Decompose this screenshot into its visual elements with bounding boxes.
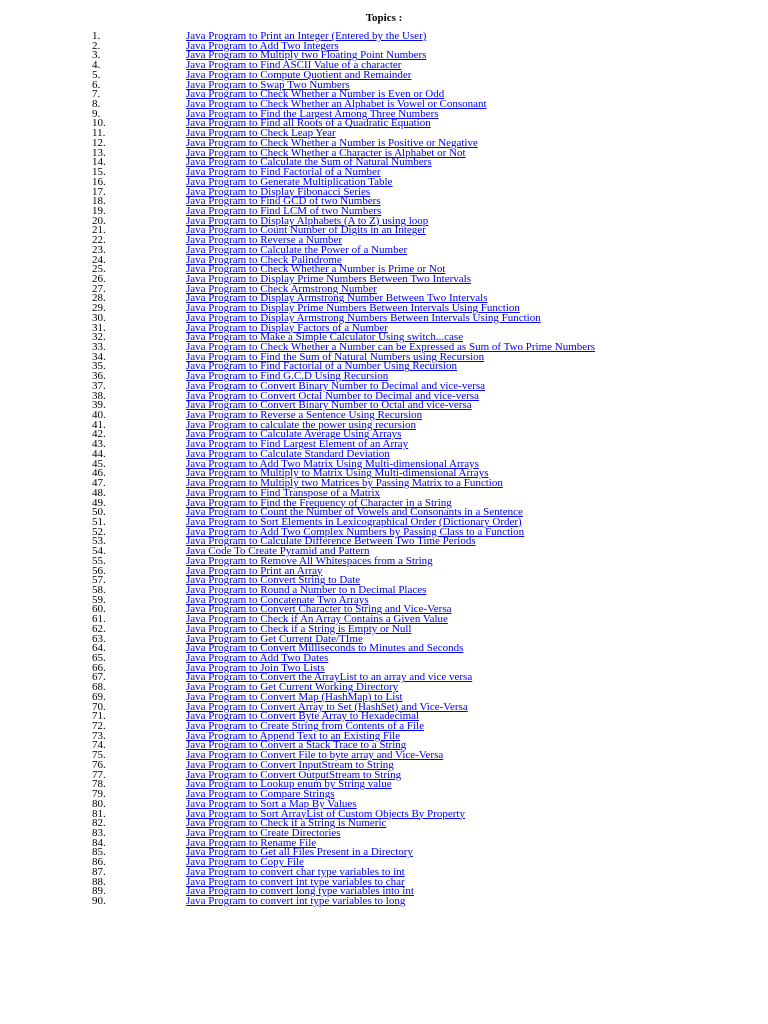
topic-link[interactable]: Java Program to Sort ArrayList of Custom Objects By Property xyxy=(186,807,465,820)
topic-link[interactable]: Java Program to Convert InputStream to String xyxy=(186,758,394,771)
topic-link[interactable]: Java Program to Round a Number to n Decimal Places xyxy=(186,583,427,596)
item-number: 63. xyxy=(92,632,106,645)
topic-link[interactable]: Java Program to Multiply two Matrices by Passing Matrix to a Function xyxy=(186,477,503,490)
topic-link[interactable]: Java Program to Convert Byte Array to Hexadecimal xyxy=(186,710,420,723)
topic-link[interactable]: Java Program to Check Whether a Number is Prime or Not xyxy=(186,263,446,276)
topic-link[interactable]: Java Program to Find the Frequency of Character in a String xyxy=(186,496,452,509)
topic-link[interactable]: Java Program to calculate the power using recursion xyxy=(186,418,417,431)
topic-link[interactable]: Java Program to Compare Strings xyxy=(186,788,335,801)
list-item xyxy=(0,197,768,207)
item-number: 47. xyxy=(92,477,106,490)
item-number: 78. xyxy=(92,778,106,791)
item-number: 52. xyxy=(92,525,106,538)
list-item xyxy=(0,158,768,168)
topic-link[interactable]: Java Program to Join Two Lists xyxy=(186,661,325,674)
topic-link[interactable]: Java Program to Copy File xyxy=(186,856,304,869)
item-number: 8. xyxy=(92,98,101,111)
topic-link[interactable]: Java Program to Generate Multiplication Table xyxy=(186,175,393,188)
topic-link[interactable]: Java Program to Check Whether a Number is Even or Odd xyxy=(186,88,445,101)
item-number: 21. xyxy=(92,224,106,237)
topic-link[interactable]: Java Program to convert int type variables to char xyxy=(186,875,405,888)
topic-link[interactable]: Java Program to Check Whether a Number can be Expressed as Sum of Two Prime Numbers xyxy=(186,341,596,353)
topic-link[interactable]: Java Program to convert char type variables to int xyxy=(186,865,405,878)
topic-link[interactable]: Java Program to Remove All Whitespaces from a String xyxy=(186,554,433,567)
item-number: 18. xyxy=(92,195,106,208)
topic-link[interactable]: Java Program to Compute Quotient and Remainder xyxy=(186,68,412,81)
item-number: 17. xyxy=(92,185,106,198)
topic-link[interactable]: Java Program to Display Prime Numbers Between Two Intervals xyxy=(186,272,471,285)
topic-link[interactable]: Java Program to Convert Binary Number to Decimal and vice-versa xyxy=(186,379,486,392)
list-item xyxy=(0,564,768,577)
item-number: 43. xyxy=(92,438,106,451)
topic-link[interactable]: Java Program to Add Two Matrix Using Multi-dimensional Arrays xyxy=(186,457,479,470)
item-number: 46. xyxy=(92,467,106,480)
item-number: 15. xyxy=(92,166,106,179)
topic-link[interactable]: Java Program to Find Transpose of a Matrix xyxy=(186,486,381,499)
item-number: 33. xyxy=(92,341,106,353)
list-item xyxy=(0,583,768,596)
item-number: 40. xyxy=(92,409,106,422)
list-item xyxy=(0,826,768,839)
topic-link[interactable]: Java Program to Convert Binary Number to Octal and vice-versa xyxy=(186,399,472,412)
topic-link[interactable]: Java Program to Reverse a Number xyxy=(186,234,343,247)
list-item xyxy=(0,537,768,547)
topic-link[interactable]: Java Program to Create String from Contents of a File xyxy=(186,720,424,733)
topic-link[interactable]: Java Program to Concatenate Two Arrays xyxy=(186,593,369,606)
topic-link[interactable]: Java Program to Count the Number of Vowels and Consonants in a Sentence xyxy=(186,506,523,519)
topic-link[interactable]: Java Program to Display Armstrong Numbers Between Intervals Using Function xyxy=(186,311,541,324)
topic-link[interactable]: Java Program to Count Number of Digits in an Integer xyxy=(186,224,426,237)
topic-link[interactable]: Java Program to Calculate Average Using Arrays xyxy=(186,428,402,441)
item-number: 11. xyxy=(92,127,106,140)
list-item xyxy=(0,654,768,664)
item-number: 60. xyxy=(92,603,106,616)
list-item xyxy=(0,272,768,285)
item-number: 75. xyxy=(92,749,106,762)
topic-link[interactable]: Java Program to Calculate Standard Deviation xyxy=(186,447,390,460)
item-number: 4. xyxy=(92,59,101,72)
item-number: 58. xyxy=(92,583,106,596)
item-number: 67. xyxy=(92,671,106,684)
item-number: 41. xyxy=(92,418,106,431)
topic-link[interactable]: Java Program to Print an Array xyxy=(186,564,323,577)
item-number: 24. xyxy=(92,253,106,266)
topic-link[interactable]: Java Program to Add Two Dates xyxy=(186,652,329,664)
item-number: 36. xyxy=(92,370,106,383)
page-title: Topics : xyxy=(365,12,403,24)
item-number: 39. xyxy=(92,399,106,412)
item-number: 30. xyxy=(92,311,106,324)
item-number: 66. xyxy=(92,661,106,674)
list-item xyxy=(0,119,768,129)
item-number: 1. xyxy=(92,30,101,42)
list-item xyxy=(0,68,768,81)
topic-link[interactable]: Java Program to Convert File to byte array and Vice-Versa xyxy=(186,749,444,762)
list-item xyxy=(0,554,768,567)
topic-link[interactable]: Java Program to Calculate the Power of a Number xyxy=(186,243,408,256)
item-number: 81. xyxy=(92,807,106,820)
item-number: 35. xyxy=(92,360,106,373)
item-number: 10. xyxy=(92,117,106,130)
topic-link[interactable]: Java Program to Find Largest Element of an Array xyxy=(186,438,409,451)
topic-link[interactable]: Java Program to Multiply two Floating Point Numbers xyxy=(186,49,427,62)
topic-link[interactable]: Java Program to Get all Files Present in a Directory xyxy=(186,846,413,859)
topic-link[interactable]: Java Program to Append Text to an Existing File xyxy=(186,729,401,742)
item-number: 42. xyxy=(92,428,106,441)
topic-link[interactable]: Java Program to Swap Two Numbers xyxy=(186,78,350,91)
topic-link[interactable]: Java Program to Calculate Difference Between Two Time Periods xyxy=(186,535,476,548)
item-number: 56. xyxy=(92,564,106,577)
topic-link[interactable]: Java Program to Check if a String is Empty or Null xyxy=(186,622,412,635)
topic-link[interactable]: Java Program to Add Two Integers xyxy=(186,39,339,52)
item-number: 62. xyxy=(92,622,106,635)
topic-link[interactable]: Java Program to Check Armstrong Number xyxy=(186,282,377,295)
item-number: 16. xyxy=(92,175,106,188)
item-number: 7. xyxy=(92,88,101,101)
item-number: 48. xyxy=(92,486,106,499)
item-number: 74. xyxy=(92,739,106,752)
topic-list xyxy=(0,32,768,907)
item-number: 73. xyxy=(92,729,106,742)
list-item xyxy=(0,622,768,635)
item-number: 54. xyxy=(92,545,106,558)
item-number: 69. xyxy=(92,690,106,703)
list-item xyxy=(0,848,768,858)
topic-link[interactable]: Java Program to Check Palindrome xyxy=(186,253,342,266)
item-number: 70. xyxy=(92,700,106,713)
topic-link[interactable]: Java Program to Check if An Array Contains a Given Value xyxy=(186,613,448,626)
topic-link[interactable]: Java Program to Check Whether an Alphabet is Vowel or Consonant xyxy=(186,98,487,111)
item-number: 61. xyxy=(92,613,106,626)
topic-link[interactable]: Java Program to Find LCM of two Numbers xyxy=(186,204,382,217)
topic-link[interactable]: Java Program to Find all Roots of a Quadratic Equation xyxy=(186,117,431,130)
topic-link[interactable]: Java Program to Check Whether a Number is Positive or Negative xyxy=(186,136,478,149)
topic-link[interactable]: Java Program to Find Factorial of a Number xyxy=(186,166,381,179)
list-item xyxy=(0,479,768,489)
item-number: 51. xyxy=(92,515,106,528)
topic-link[interactable]: Java Program to convert int type variables to long xyxy=(186,894,406,907)
item-number: 65. xyxy=(92,652,106,664)
item-number: 83. xyxy=(92,826,106,839)
item-number: 86. xyxy=(92,856,106,869)
topic-link[interactable]: Java Program to Convert Milliseconds to Minutes and Seconds xyxy=(186,642,464,655)
item-number: 50. xyxy=(92,506,106,519)
item-number: 34. xyxy=(92,350,106,363)
topic-link[interactable]: Java Program to Convert Array to Set (HashSet) and Vice-Versa xyxy=(186,700,468,713)
item-number: 13. xyxy=(92,146,106,159)
item-number: 38. xyxy=(92,389,106,402)
item-number: 19. xyxy=(92,204,106,217)
item-number: 88. xyxy=(92,875,106,888)
list-item xyxy=(0,894,768,907)
list-item xyxy=(0,32,768,42)
item-number: 80. xyxy=(92,797,106,810)
item-number: 64. xyxy=(92,642,106,655)
item-number: 23. xyxy=(92,243,106,256)
item-number: 57. xyxy=(92,574,106,587)
topic-link[interactable]: Java Program to Find Factorial of a Number Using Recursion xyxy=(186,360,457,373)
topic-link[interactable]: Java Program to Convert a Stack Trace to a String xyxy=(186,739,407,752)
topic-link[interactable]: Java Program to Convert String to Date xyxy=(186,574,361,587)
list-item xyxy=(0,790,768,800)
topic-link[interactable]: Java Program to Display Fibonacci Series xyxy=(186,185,371,198)
topic-link[interactable]: Java Program to Multiply to Matrix Using Multi-dimensional Arrays xyxy=(186,467,489,480)
item-number: 25. xyxy=(92,263,106,276)
item-number: 3. xyxy=(92,49,101,62)
list-item xyxy=(0,819,768,829)
item-number: 82. xyxy=(92,817,106,830)
item-number: 72. xyxy=(92,720,106,733)
topic-link[interactable]: Java Program to Check if a String is Numeric xyxy=(186,817,387,830)
item-number: 76. xyxy=(92,758,106,771)
topic-link[interactable]: Java Program to Lookup enum by String value xyxy=(186,778,392,791)
item-number: 22. xyxy=(92,234,106,247)
item-number: 2. xyxy=(92,39,101,52)
topic-link[interactable]: Java Program to Sort a Map By Values xyxy=(186,797,357,810)
item-number: 37. xyxy=(92,379,106,392)
topic-link[interactable]: Java Program to Print an Integer (Entered by the User) xyxy=(186,30,427,42)
item-number: 31. xyxy=(92,321,106,334)
list-item xyxy=(0,226,768,236)
item-number: 71. xyxy=(92,710,106,723)
topic-link[interactable]: Java Program to Display Factors of a Number xyxy=(186,321,388,334)
item-number: 59. xyxy=(92,593,106,606)
item-number: 20. xyxy=(92,214,106,227)
topic-link[interactable]: Java Program to Rename File xyxy=(186,836,317,849)
topic-link[interactable]: Java Program to Calculate the Sum of Natural Numbers xyxy=(186,156,432,169)
topic-link[interactable]: Java Program to Convert the ArrayList to an array and vice versa xyxy=(186,671,473,684)
topic-link[interactable]: Java Program to Find the Largest Among Three Numbers xyxy=(186,107,439,120)
topic-link[interactable]: Java Program to Create Directories xyxy=(186,826,341,839)
item-number: 14. xyxy=(92,156,106,169)
topic-link[interactable]: Java Program to Find the Sum of Natural Numbers using Recursion xyxy=(186,350,485,363)
list-item xyxy=(0,185,768,198)
item-number: 9. xyxy=(92,107,101,120)
item-number: 12. xyxy=(92,136,106,149)
topic-link[interactable]: Java Program to Check Whether a Character is Alphabet or Not xyxy=(186,146,466,159)
topic-link[interactable]: Java Program to Convert OutputStream to String xyxy=(186,768,402,781)
topic-link[interactable]: Java Program to Check Leap Year xyxy=(186,127,336,140)
item-number: 32. xyxy=(92,331,106,344)
item-number: 79. xyxy=(92,788,106,801)
topic-link[interactable]: Java Program to Find G.C.D Using Recursion xyxy=(186,370,389,383)
topic-link[interactable]: Java Program to Reverse a Sentence Using Recursion xyxy=(186,409,423,422)
list-item xyxy=(0,644,768,654)
item-number: 55. xyxy=(92,554,106,567)
topic-link[interactable]: Java Program to Sort Elements in Lexicographical Order (Dictionary Order) xyxy=(186,515,522,528)
item-number: 87. xyxy=(92,865,106,878)
item-number: 53. xyxy=(92,535,106,548)
item-number: 44. xyxy=(92,447,106,460)
list-item xyxy=(0,175,768,188)
item-number: 85. xyxy=(92,846,106,859)
item-number: 84. xyxy=(92,836,106,849)
topic-link[interactable]: Java Program to Convert Octal Number to Decimal and vice-versa xyxy=(186,389,479,402)
item-number: 26. xyxy=(92,272,106,285)
item-number: 29. xyxy=(92,302,106,315)
topic-link[interactable]: Java Program to Get Current Working Directory xyxy=(186,681,399,694)
topic-link[interactable]: Java Program to Find ASCII Value of a character xyxy=(186,59,402,72)
topic-link[interactable]: Java Program to convert long type variables into int xyxy=(186,885,414,898)
topic-link[interactable]: Java Program to Make a Simple Calculator Using switch...case xyxy=(186,331,464,344)
topic-link[interactable]: Java Program to Convert Map (HashMap) to List xyxy=(186,690,403,703)
item-number: 68. xyxy=(92,681,106,694)
item-number: 5. xyxy=(92,68,101,81)
item-number: 45. xyxy=(92,457,106,470)
topic-link[interactable]: Java Program to Display Alphabets (A to Z) using loop xyxy=(186,214,429,227)
topic-link[interactable]: Java Code To Create Pyramid and Pattern xyxy=(186,545,370,558)
topic-link[interactable]: Java Program to Find GCD of two Numbers xyxy=(186,195,381,208)
item-number: 49. xyxy=(92,496,106,509)
topic-link[interactable]: Java Program to Display Prime Numbers Between Intervals Using Function xyxy=(186,302,520,315)
topic-link[interactable]: Java Program to Display Armstrong Number Between Two Intervals xyxy=(186,292,488,305)
item-number: 77. xyxy=(92,768,106,781)
item-number: 28. xyxy=(92,292,106,305)
item-number: 27. xyxy=(92,282,106,295)
item-number: 89. xyxy=(92,885,106,898)
item-number: 90. xyxy=(92,894,106,907)
item-number: 6. xyxy=(92,78,101,91)
list-item xyxy=(0,243,768,256)
topic-link[interactable]: Java Program to Add Two Complex Numbers by Passing Class to a Function xyxy=(186,525,525,538)
topic-link[interactable]: Java Program to Get Current Date/TIme xyxy=(186,632,363,645)
list-item xyxy=(0,780,768,790)
topic-link[interactable]: Java Program to Convert Character to String and Vice-Versa xyxy=(186,603,452,616)
